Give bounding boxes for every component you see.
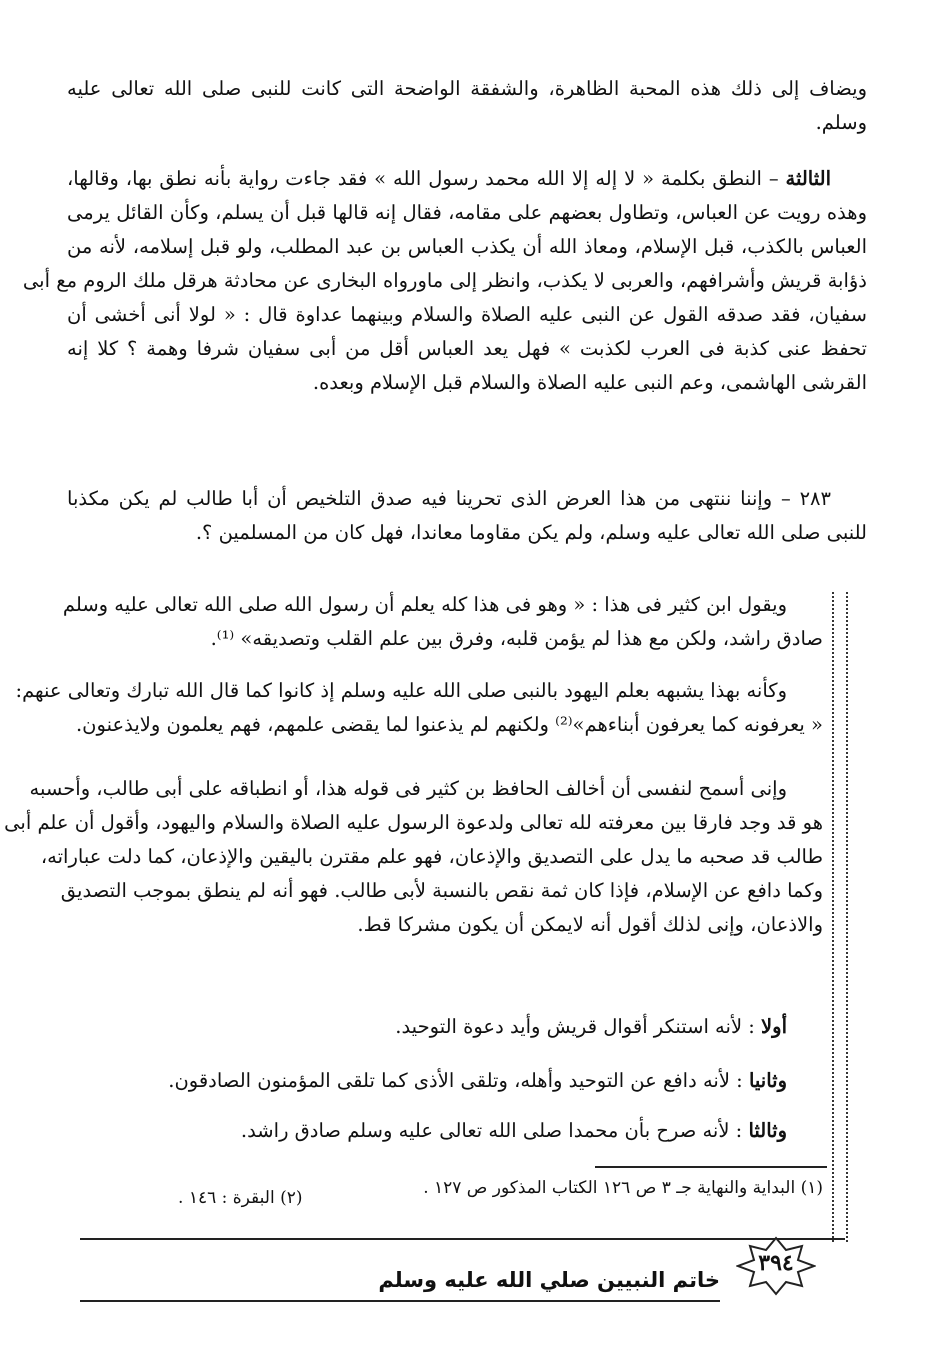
book-title: خاتم النبيين صلي الله عليه وسلم — [378, 1268, 720, 1292]
text-line: وإنى أسمح لنفسى أن أخالف الحافظ بن كثير فى قوله هذا، أو انطباقه على أبى طالب، وأحسبه — [29, 777, 787, 800]
text-line: وثانيا : لأنه دافع عن التوحيد وأهله، وتلقى الأذى كما تلقى المؤمنون الصادقون. — [168, 1069, 787, 1092]
paragraph-3 — [67, 482, 867, 550]
text-line: أولا : لأنه استنكر أقوال قريش وأيد دعوة التوحيد. — [395, 1015, 787, 1038]
text-line: القرشى الهاشمى، وعم النبى عليه الصلاة والسلام قبل الإسلام وبعده. — [312, 371, 867, 394]
text-line: ٢٨٣ – وإننا ننتهى من هذا العرض الذى تحرينا فيه صدق التلخيص أن أبا طالب لم يكن مكذبا — [67, 487, 831, 510]
title-underline — [80, 1300, 720, 1302]
text-line: تحفظ عنى كذبة فى العرب لكذبت » فهل يعد العباس أقل من أبى سفيان شرفا وهمة ؟ كلا إنه — [67, 337, 867, 360]
point-3 — [83, 1114, 823, 1148]
text-line: صادق راشد، ولكن مع هذا لم يؤمن قلبه، وفرق بين علم القلب وتصديقه» ⁽¹⁾. — [210, 627, 823, 650]
paragraph-4 — [62, 588, 823, 656]
footer-rule — [80, 1238, 845, 1240]
paragraph-1 — [67, 72, 867, 140]
text-line: وهذه رويت عن العباس، وتطاول بعضهم على مقامه، فقال إنه قالها قبل أن يسلم، وكأن القائل يرمى — [67, 201, 867, 224]
point-2 — [83, 1064, 823, 1098]
quote-side-border — [832, 592, 848, 1242]
footnote-1: (١) البداية والنهاية جـ ٣ ص ١٢٦ الكتاب المذكور ص ١٢٧ . — [423, 1178, 823, 1198]
text-line: « يعرفونه كما يعرفون أبناءهم»⁽²⁾ ولكنهم لم يذعنوا لما يقضى علمهم، فهم يعلمون ولايذعنون. — [75, 713, 823, 736]
text-line: هو قد وجد فارقا بين معرفته لله تعالى ولدعوة الرسول عليه الصلاة والسلام واليهود، وأقول أن علم أبى — [4, 811, 823, 834]
text-line: والاذعان، وإنى لذلك أقول أنه لايمكن أن يكون مشركا قط. — [357, 913, 823, 936]
text-line: ويضاف إلى ذلك هذه المحبة الظاهرة، والشفقة الواضحة التى كانت للنبى صلى الله تعالى عليه — [67, 77, 867, 100]
section-lead: الثالثة — [785, 167, 831, 190]
text-line: وكما دافع عن الإسلام، فإذا كان ثمة نقص بالنسبة لأبى طالب. فهو أنه لم ينطق بموجب التصديق — [60, 879, 823, 902]
paragraph-2 — [22, 162, 867, 400]
footnote-divider — [595, 1166, 827, 1168]
text-line: وكأنه بهذا يشبهه بعلم اليهود بالنبى صلى الله عليه وسلم إذ كانوا كما قال الله تبارك وتعالى عنهم: — [15, 679, 787, 702]
text-line: العباس بالكذب، قبل الإسلام، ومعاذ الله أن يكذب العباس بن عبد المطلب، ولو قبل إسلامه، لأنه من — [67, 235, 867, 258]
text-line: وسلم. — [815, 111, 867, 134]
footnote-2: (٢) البقرة : ١٤٦ . — [178, 1188, 303, 1208]
point-lead: أولا — [761, 1015, 787, 1038]
text-line: الثالثة – النطق بكلمة « لا إله إلا الله محمد رسول الله » فقد جاءت رواية بأنه نطق بها، وقالها، — [67, 167, 831, 190]
text-line: سفيان، فقد صدقه القول عن النبى عليه الصلاة والسلام وبينهما عداوة قال : « لولا أنى أخشى أن — [67, 303, 867, 326]
paragraph-5 — [15, 674, 823, 742]
point-1 — [83, 1010, 823, 1044]
paragraph-6 — [4, 772, 823, 942]
point-lead: وثانيا — [748, 1069, 787, 1092]
text-line: طالب قد صحبه ما يدل على التصديق والإذعان، فهو علم مقترن باليقين والإذعان، كما دلت عباراته، — [40, 845, 823, 868]
text-line: وثالثا : لأنه صرح بأن محمدا صلى الله تعالى عليه وسلم صادق راشد. — [240, 1119, 787, 1142]
text-line: للنبى صلى الله تعالى عليه وسلم، ولم يكن مقاوما معاندا، فهل كان من المسلمين ؟. — [195, 521, 867, 544]
page-number: ٣٩٤ — [758, 1250, 794, 1276]
text-line: ذؤابة قريش وأشرافهم، والعربى لا يكذب، وانظر إلى ماورواه البخارى عن محادثة هرقل ملك الروم مع أبى — [22, 269, 867, 292]
point-lead: وثالثا — [748, 1119, 787, 1142]
text-line: ويقول ابن كثير فى هذا : « وهو فى هذا كله يعلم أن رسول الله صلى الله تعالى عليه وسلم — [62, 593, 787, 616]
